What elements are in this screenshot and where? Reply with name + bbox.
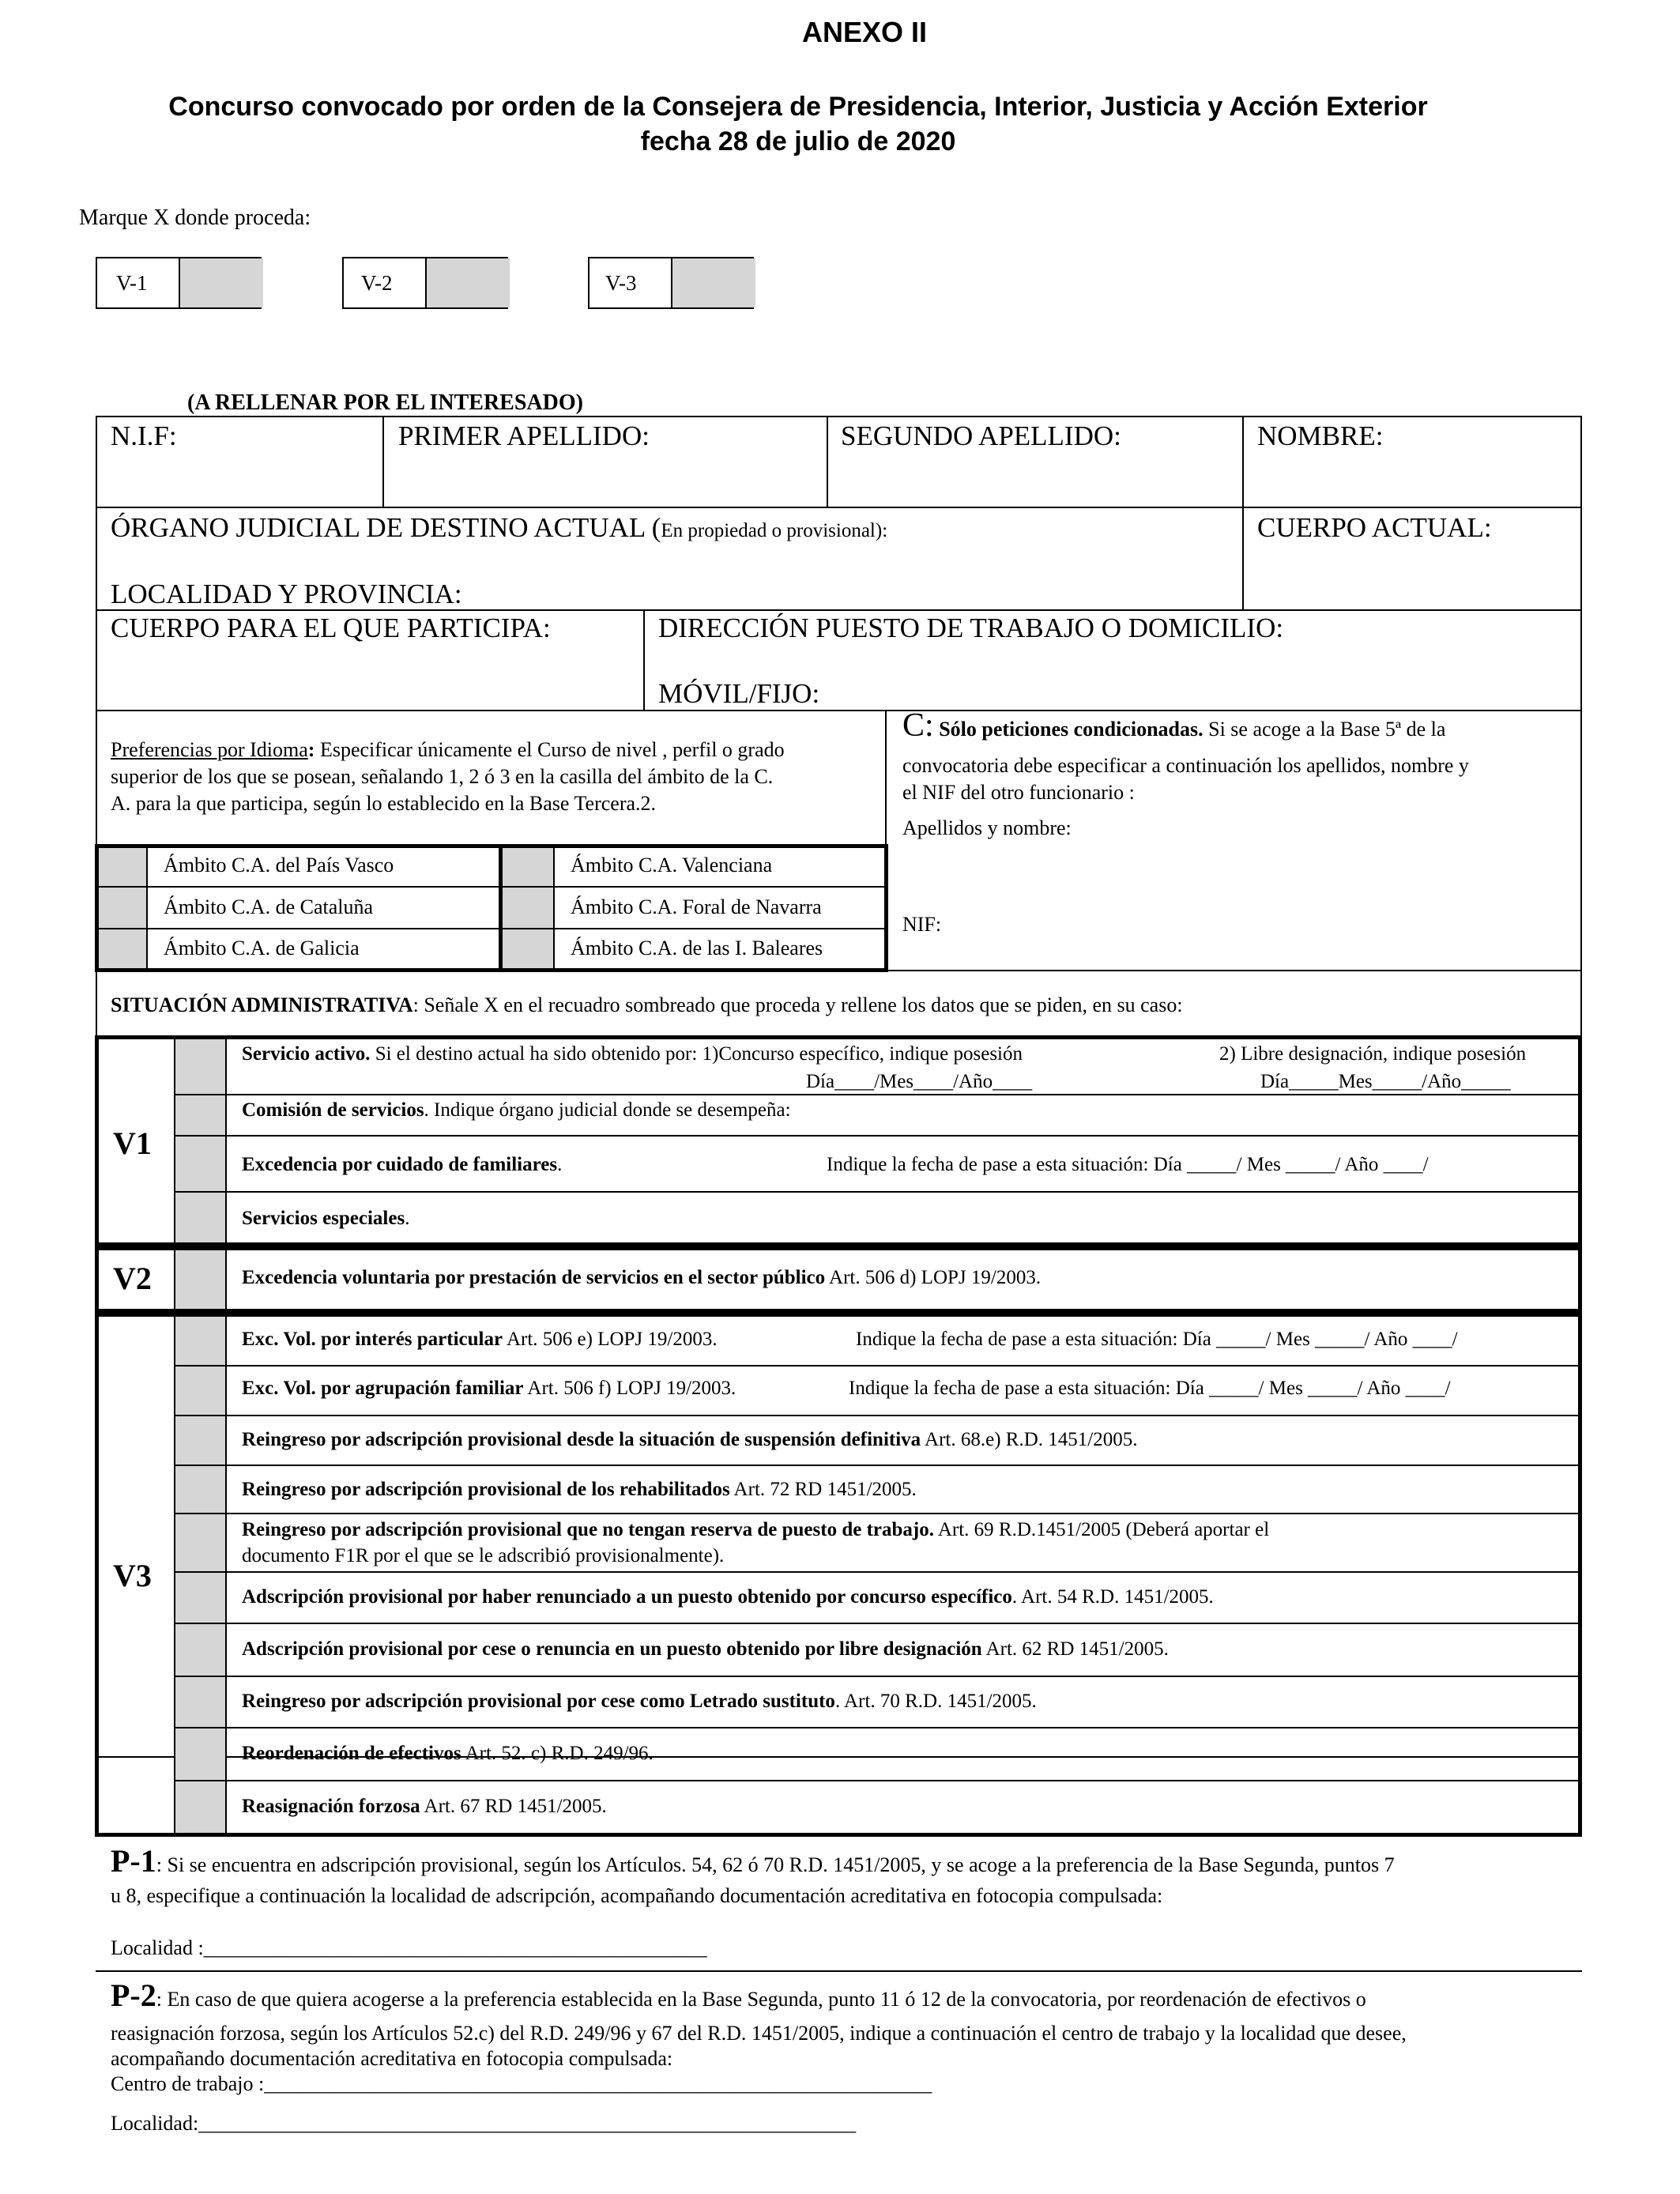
v1-excedencia-date[interactable]: Indique la fecha de pase a esta situación: Día _____/ Mes _____/ Año ____/ xyxy=(827,1154,1429,1175)
p2-centro-field[interactable]: Centro de trabajo :_________________________________________________________________ xyxy=(111,2072,932,2095)
v3-row-9-desc: Art. 52. c) R.D. 249/96. xyxy=(461,1743,654,1764)
v3-row-6 xyxy=(242,1586,1214,1608)
annex-title: ANEXO II xyxy=(801,16,928,48)
v3-row-checkbox[interactable] xyxy=(175,1466,225,1513)
cuerpo-participa-field[interactable]: CUERPO PARA EL QUE PARTICIPA: xyxy=(111,613,551,643)
v1-servicio-activo-title: Servicio activo. xyxy=(242,1043,371,1065)
v3-row-checkbox[interactable] xyxy=(175,1514,225,1571)
v1-libre-date[interactable]: Día_____Mes_____/Año_____ xyxy=(1260,1071,1511,1092)
v1-excedencia-text xyxy=(242,1154,562,1176)
p2-label: P-2 xyxy=(111,1977,156,2013)
idioma-instructions xyxy=(111,737,785,817)
condicionadas-section xyxy=(902,707,1446,744)
v3-row-checkbox[interactable] xyxy=(175,1317,225,1365)
v1-comision-checkbox[interactable] xyxy=(175,1095,225,1135)
v1-servicio-activo-checkbox[interactable] xyxy=(175,1039,225,1094)
p2-text-1: : En caso de que quiera acogerse a la preferencia establecida en la Base Segunda, punto 11 ó 12 de la convocatoria, por reordenación de efectivos o xyxy=(156,1988,1366,2011)
v3-row-6-desc: . Art. 54 R.D. 1451/2005. xyxy=(1011,1586,1214,1608)
v3-row-7-title: Adscripción provisional por cese o renuncia en un puesto obtenido por libre designación xyxy=(242,1638,982,1660)
v3-row-2-date[interactable]: Indique la fecha de pase a esta situación: Día _____/ Mes _____/ Año ____/ xyxy=(849,1378,1451,1399)
v3-row-2 xyxy=(242,1378,736,1400)
v2-title: Excedencia voluntaria por prestación de servicios en el sector público xyxy=(242,1267,826,1288)
idioma-label: Preferencias por Idioma xyxy=(111,738,308,761)
condicionadas-nif-field[interactable]: NIF: xyxy=(902,913,942,936)
p1-text-1: : Si se encuentra en adscripción provisional, según los Artículos. 54, 62 ó 70 R.D. 1451/2005, y se acoge a la preferencia de la Base Segunda, puntos 7 xyxy=(156,1853,1395,1876)
option-v1-checkbox[interactable] xyxy=(179,258,263,307)
idioma-text-3: A. para la que participa, según lo establecido en la Base Tercera.2. xyxy=(111,792,657,815)
v1-concurso-date[interactable]: Día____/Mes____/Año____ xyxy=(806,1071,1033,1092)
page-title-line2: fecha 28 de julio de 2020 xyxy=(640,126,956,156)
p1-text-2: u 8, especifique a continuación la localidad de adscripción, acompañando documentación acreditativa en fotocopia compulsada: xyxy=(111,1884,1163,1907)
v3-row-checkbox[interactable] xyxy=(175,1416,225,1465)
p1-label: P-1 xyxy=(111,1843,156,1879)
v3-row-7 xyxy=(242,1638,1169,1661)
v3-row-9 xyxy=(242,1743,654,1765)
cuerpo-actual-field[interactable]: CUERPO ACTUAL: xyxy=(1257,512,1492,543)
primer-apellido-field[interactable]: PRIMER APELLIDO: xyxy=(398,420,650,451)
v2-checkbox[interactable] xyxy=(175,1250,225,1309)
v3-row-2-desc: Art. 506 f) LOPJ 19/2003. xyxy=(523,1378,736,1399)
nombre-field[interactable]: NOMBRE: xyxy=(1257,420,1384,451)
nif-field[interactable]: N.I.F: xyxy=(111,420,177,451)
v3-row-8-desc: . Art. 70 R.D. 1451/2005. xyxy=(834,1691,1037,1712)
v3-row-6-title: Adscripción provisional por haber renunciado a un puesto obtenido por concurso específico xyxy=(242,1586,1012,1608)
v1-excedencia-checkbox[interactable] xyxy=(175,1137,225,1191)
instruction-text: Marque X donde proceda: xyxy=(79,205,311,230)
v3-row-1 xyxy=(242,1329,718,1351)
v3-row-1-desc: Art. 506 e) LOPJ 19/2003. xyxy=(503,1329,718,1350)
v3-row-checkbox[interactable] xyxy=(175,1728,225,1780)
v1-servicios-especiales-checkbox[interactable] xyxy=(175,1193,225,1242)
ambito-label-valenciana: Ámbito C.A. Valenciana xyxy=(571,854,773,876)
v3-row-9-title: Reordenación de efectivos xyxy=(242,1743,461,1764)
v3-row-10 xyxy=(242,1796,607,1818)
ambito-label-pais-vasco: Ámbito C.A. del País Vasco xyxy=(164,854,394,876)
v3-row-7-desc: Art. 62 RD 1451/2005. xyxy=(981,1638,1169,1660)
option-v2[interactable] xyxy=(342,257,508,309)
situacion-text: : Señale X en el recuadro sombreado que proceda y rellene los datos que se piden, en su caso: xyxy=(412,993,1183,1016)
organo-note: En propiedad o provisional): xyxy=(661,520,888,541)
v3-row-checkbox[interactable] xyxy=(175,1624,225,1676)
localidad-field[interactable]: LOCALIDAD Y PROVINCIA: xyxy=(111,579,462,609)
v3-row-10-desc: Art. 67 RD 1451/2005. xyxy=(420,1796,607,1817)
v3-row-checkbox[interactable] xyxy=(175,1367,225,1415)
idioma-text-1: Especificar únicamente el Curso de nivel , perfil o grado xyxy=(315,738,785,761)
v3-row-5-desc: Art. 69 R.D.1451/2005 (Deberá aportar el xyxy=(933,1519,1270,1540)
ambito-label-baleares: Ámbito C.A. de las I. Baleares xyxy=(571,937,823,959)
applicant-heading: (A RELLENAR POR EL INTERESADO) xyxy=(187,390,583,415)
v3-row-8 xyxy=(242,1691,1037,1713)
v3-row-10-title: Reasignación forzosa xyxy=(242,1796,420,1817)
v3-row-3-desc: Art. 68.e) R.D. 1451/2005. xyxy=(921,1429,1138,1450)
v1-servicios-especiales-text xyxy=(242,1208,409,1230)
v1-excedencia-dot: . xyxy=(557,1154,563,1175)
v3-row-checkbox[interactable] xyxy=(175,1573,225,1623)
ambito-checkbox-cataluna[interactable] xyxy=(99,888,148,928)
v2-desc: Art. 506 d) LOPJ 19/2003. xyxy=(825,1267,1042,1288)
option-v1-label: V-1 xyxy=(116,271,148,295)
v3-row-5-line2: documento F1R por el que se le adscribió provisionalmente). xyxy=(242,1545,725,1566)
v1-libre-designacion-text: 2) Libre designación, indique posesión xyxy=(1219,1043,1527,1065)
p2-localidad-field[interactable]: Localidad:________________________________________________________________ xyxy=(111,2112,857,2135)
v1-comision-title: Comisión de servicios xyxy=(242,1099,424,1121)
v2-label: V2 xyxy=(113,1261,152,1296)
v3-row-5-title: Reingreso por adscripción provisional que no tengan reserva de puesto de trabajo. xyxy=(242,1519,934,1540)
condicionadas-text-3: el NIF del otro funcionario : xyxy=(902,781,1135,804)
idioma-colon: : xyxy=(307,738,315,761)
ambito-checkbox-navarra[interactable] xyxy=(503,888,555,928)
v2-text xyxy=(242,1267,1041,1289)
v3-label: V3 xyxy=(113,1558,152,1593)
option-v3-checkbox[interactable] xyxy=(671,258,755,307)
segundo-apellido-field[interactable]: SEGUNDO APELLIDO: xyxy=(841,420,1121,451)
v1-comision-desc: . Indique órgano judicial donde se desempeña: xyxy=(424,1099,791,1121)
p2-text-2: reasignación forzosa, según los Artículos 52.c) del R.D. 249/96 y 67 del R.D. 1451/2005, indique a continuación el centro de trabajo y la localidad que desee, xyxy=(111,2022,1407,2045)
ambito-checkbox-valenciana[interactable] xyxy=(503,848,555,886)
v3-row-8-title: Reingreso por adscripción provisional por cese como Letrado sustituto xyxy=(242,1691,835,1712)
condicionadas-title: Sólo peticiones condicionadas. xyxy=(933,718,1203,741)
v1-servicio-activo-text xyxy=(242,1043,1023,1065)
organo-label: ÓRGANO JUDICIAL DE DESTINO ACTUAL ( xyxy=(111,512,661,543)
v3-row-4-desc: Art. 72 RD 1451/2005. xyxy=(729,1479,917,1500)
idioma-text-2: superior de los que se posean, señalando 1, 2 ó 3 en la casilla del ámbito de la C. xyxy=(111,765,774,788)
page-title-line1: Concurso convocado por orden de la Consejera de Presidencia, Interior, Justicia y Acción Exterior xyxy=(168,92,1428,122)
v1-label: V1 xyxy=(113,1125,152,1161)
v1-servicio-activo-desc: Si el destino actual ha sido obtenido por: 1)Concurso específico, indique posesión xyxy=(370,1043,1023,1065)
p2-section xyxy=(111,1977,1366,2014)
option-v1[interactable] xyxy=(96,257,262,309)
ambito-checkbox-galicia[interactable] xyxy=(99,929,148,968)
situacion-instructions xyxy=(111,993,1183,1017)
direccion-field[interactable]: DIRECCIÓN PUESTO DE TRABAJO O DOMICILIO: xyxy=(658,613,1284,643)
v3-row-4 xyxy=(242,1479,917,1501)
ambito-label-galicia: Ámbito C.A. de Galicia xyxy=(164,937,360,959)
v3-row-2-title: Exc. Vol. por agrupación familiar xyxy=(242,1378,524,1399)
condicionadas-letter: C: xyxy=(902,707,934,744)
movil-field[interactable]: MÓVIL/FIJO: xyxy=(658,678,820,709)
v1-servicios-especiales-title: Servicios especiales xyxy=(242,1208,405,1229)
v3-row-3-title: Reingreso por adscripción provisional desde la situación de suspensión definitiva xyxy=(242,1429,921,1450)
situacion-label: SITUACIÓN ADMINISTRATIVA xyxy=(111,993,413,1016)
p2-text-3: acompañando documentación acreditativa en fotocopia compulsada: xyxy=(111,2047,673,2070)
v3-row-checkbox[interactable] xyxy=(175,1677,225,1727)
option-v2-checkbox[interactable] xyxy=(425,258,510,307)
ambito-checkbox-baleares[interactable] xyxy=(503,929,555,968)
v3-row-3 xyxy=(242,1429,1137,1451)
v3-row-1-date[interactable]: Indique la fecha de pase a esta situación: Día _____/ Mes _____/ Año ____/ xyxy=(856,1329,1458,1350)
ambito-label-cataluna: Ámbito C.A. de Cataluña xyxy=(164,895,374,918)
v1-excedencia-title: Excedencia por cuidado de familiares xyxy=(242,1154,558,1175)
v3-row-5 xyxy=(242,1519,1269,1541)
ambito-checkbox-pais-vasco[interactable] xyxy=(99,848,148,886)
condicionadas-apellidos-field[interactable]: Apellidos y nombre: xyxy=(902,816,1072,839)
v3-row-1-title: Exc. Vol. por interés particular xyxy=(242,1329,503,1350)
option-v2-label: V-2 xyxy=(361,271,393,295)
condicionadas-text-1: Si se acoge a la Base 5ª de la xyxy=(1203,718,1446,741)
ambito-label-navarra: Ámbito C.A. Foral de Navarra xyxy=(571,895,822,918)
option-v3[interactable] xyxy=(588,257,754,309)
v1-comision-text xyxy=(242,1099,791,1122)
organo-field[interactable] xyxy=(111,512,887,544)
v3-row-checkbox[interactable] xyxy=(175,1781,225,1833)
v3-row-4-title: Reingreso por adscripción provisional de los rehabilitados xyxy=(242,1479,730,1500)
p1-section xyxy=(111,1842,1395,1879)
condicionadas-text-2: convocatoria debe especificar a continuación los apellidos, nombre y xyxy=(902,754,1469,777)
p1-localidad-field[interactable]: Localidad :_________________________________________________ xyxy=(111,1936,707,1959)
v1-servicios-especiales-dot: . xyxy=(405,1208,410,1229)
option-v3-label: V-3 xyxy=(605,271,637,295)
